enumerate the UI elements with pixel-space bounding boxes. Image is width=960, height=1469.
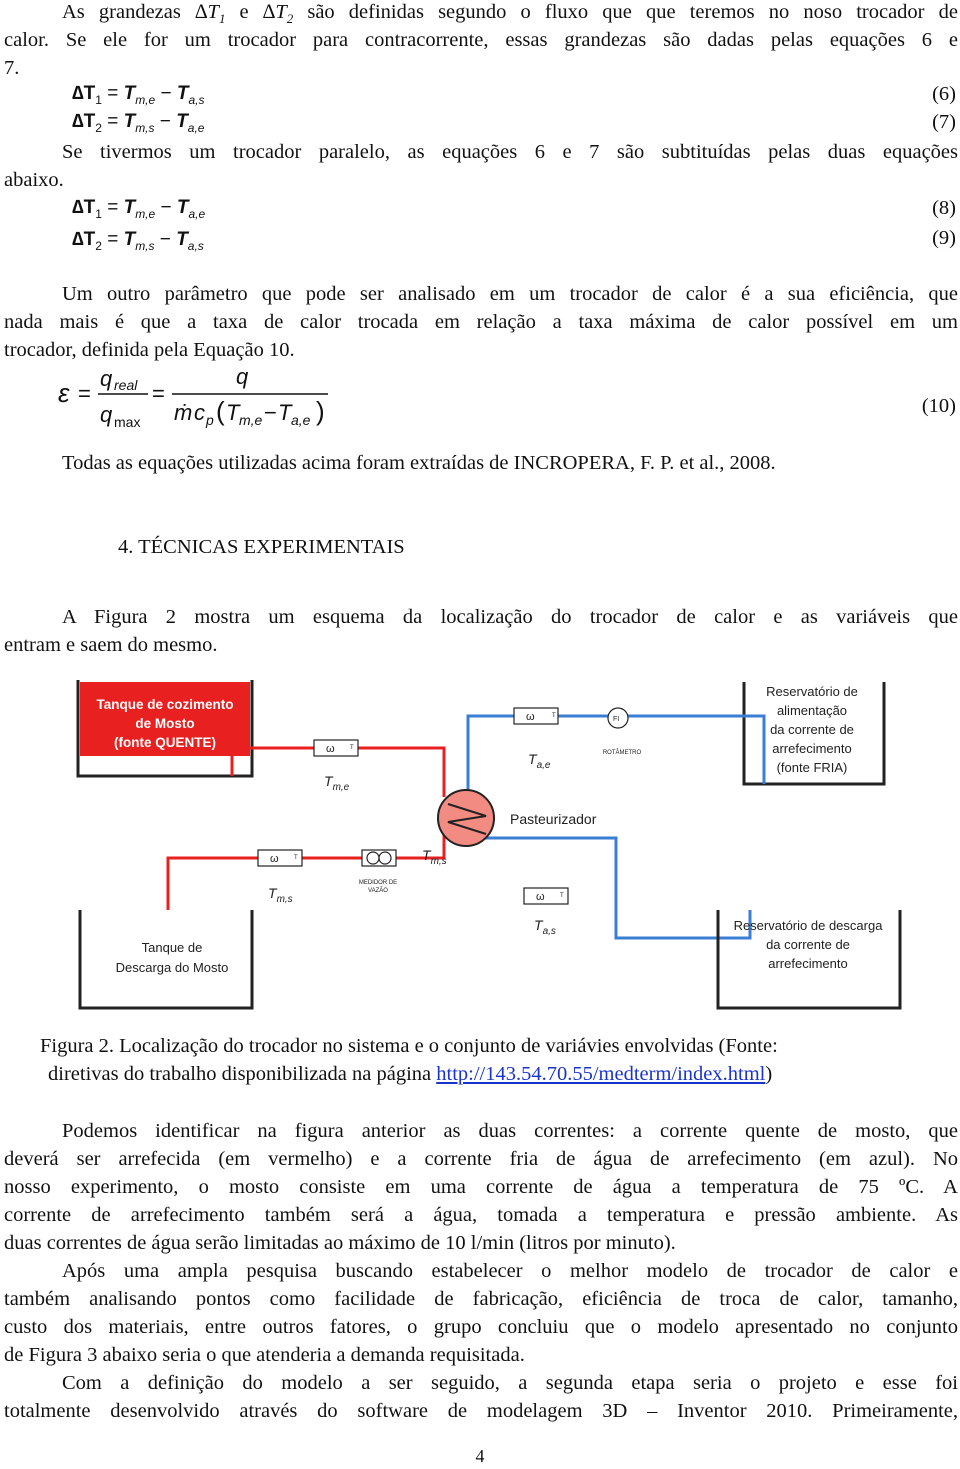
- flow-meter-label-line-1: MEDIDOR DE: [358, 880, 398, 886]
- sensor-t-ms: [258, 850, 302, 905]
- intro-line-3: 7.: [4, 57, 20, 79]
- caption-text: diretivas do trabalho disponibilizada na página: [48, 1063, 437, 1085]
- flow-meter-label-line-2: VAZÃO: [368, 888, 388, 894]
- figure-intro-line-1: A Figura 2 mostra um esquema da localização do trocador de calor e as variáveis que: [62, 606, 958, 628]
- svg-text:=: =: [78, 381, 91, 406]
- svg-text:a,e: a,e: [291, 412, 311, 428]
- cold-reservoir-label-line-3: da corrente de: [770, 722, 854, 737]
- p1-line-1: Podemos identificar na figura anterior as duas correntes: a corrente quente de mosto, que: [62, 1120, 958, 1142]
- svg-text:=: =: [152, 381, 165, 406]
- svg-text:): ): [316, 396, 325, 426]
- efficiency-line-3: trocador, definida pela Equação 10.: [4, 339, 295, 361]
- p1-line-5: duas correntes de água serão limitadas ao máximo de 10 l/min (litros por minuto).: [4, 1232, 676, 1254]
- svg-text:real: real: [114, 377, 138, 393]
- figure-intro-line-2: entram e saem do mesmo.: [4, 634, 218, 656]
- cold-reservoir-label-line-1: Reservatório de: [766, 684, 858, 699]
- sensor-t-as: [524, 888, 568, 937]
- svg-text:Tm,s: $T_{m,s}$: [268, 885, 293, 905]
- svg-text:T: T: [552, 713, 556, 719]
- mosto-discharge-tank: [80, 910, 252, 1008]
- svg-text:FI: FI: [613, 716, 620, 723]
- efficiency-line-1: Um outro parâmetro que pode ser analisado em um trocador de calor é a sua eficiência, que: [62, 283, 958, 305]
- rotameter-label: ROTÂMETRO: [602, 750, 642, 756]
- p2-line-3: custo dos materiais, entre outros fatores, o grupo concluiu que o modelo apresentado no conjunto: [4, 1316, 958, 1338]
- equation-8: $\Delta T_1 = T_{m,e} - T_{a,e}$: [72, 197, 206, 221]
- hot-tank: [78, 680, 252, 776]
- flow-meter: [359, 850, 397, 894]
- intro-text-mid: e: [225, 1, 263, 23]
- section-heading: 4. TÉCNICAS EXPERIMENTAIS: [118, 536, 405, 558]
- svg-text:T: T: [278, 400, 292, 425]
- sensor-t-ae: [514, 708, 558, 771]
- equation-7: $\Delta T_2 = T_{m,s} - T_{a,e}$: [72, 111, 205, 135]
- equation-7-number: (7): [932, 111, 956, 133]
- figure-caption-line-2: [48, 1060, 928, 1088]
- heat-exchanger-diagram: [0, 672, 960, 1022]
- intro-text-a: As grandezas: [62, 1, 195, 23]
- svg-text:max: max: [114, 414, 141, 430]
- cold-reservoir-label-line-5: (fonte FRIA): [776, 760, 848, 775]
- mosto-discharge-label-line-1: Tanque de: [141, 940, 203, 955]
- efficiency-line-2: nada mais é que a taxa de calor trocada em relação a taxa máxima de calor possível em um: [4, 311, 958, 333]
- equation-9: $\Delta T_2 = T_{m,s} - T_{a,s}$: [72, 229, 204, 253]
- intro-line-2: calor. Se ele for um trocador para contracorrente, essas grandezas são dadas pelas equações 6 e: [4, 29, 958, 51]
- svg-text:Tm,e: $T_{m,e}$: [324, 773, 350, 793]
- p3-line-2: totalmente desenvolvido através do software de modelagem 3D – Inventor 2010. Primeiramente,: [4, 1400, 958, 1422]
- hot-stream-lines: [168, 748, 474, 910]
- source-note: Todas as equações utilizadas acima foram extraídas de INCROPERA, F. P. et al., 2008.: [62, 452, 776, 474]
- svg-text:Ta,s: $T_{a,s}$: [534, 917, 556, 937]
- equation-9-number: (9): [932, 227, 956, 249]
- cooling-discharge-label-line-1: Reservatório de descarga: [733, 918, 883, 933]
- svg-text:T: T: [226, 400, 240, 425]
- figure-caption-line-1: Figura 2. Localização do trocador no sistema e o conjunto de variávies envolvidas (Fonte:: [40, 1035, 778, 1057]
- svg-text:ω: ω: [270, 853, 279, 865]
- svg-text:c: c: [194, 400, 205, 425]
- caption-end: ): [765, 1063, 773, 1085]
- delta-t2-symbol: $\Delta T_2$: [262, 1, 294, 27]
- svg-text:Tm,s: $T_{m,s}$: [422, 847, 447, 867]
- svg-text:T: T: [294, 855, 298, 861]
- svg-text:m,e: m,e: [239, 412, 263, 428]
- hot-tank-label-line-2: de Mosto: [135, 716, 195, 731]
- cold-reservoir-label-line-4: arrefecimento: [772, 741, 852, 756]
- cooling-discharge-label-line-3: arrefecimento: [768, 956, 848, 971]
- hot-tank-label-line-1: Tanque de cozimento: [96, 697, 234, 712]
- svg-text:−: −: [264, 400, 277, 425]
- svg-text:T: T: [560, 893, 564, 899]
- p1-line-2: deverá ser arrefecida (em vermelho) e a corrente fria de água de arrefecimento (em azul). No: [4, 1148, 958, 1170]
- parallel-line-2: abaixo.: [4, 169, 64, 191]
- p3-line-1: Com a definição do modelo a ser seguido, a segunda etapa seria o projeto e esse foi: [62, 1372, 958, 1394]
- equation-8-number: (8): [932, 197, 956, 219]
- mosto-discharge-label-line-2: Descarga do Mosto: [115, 960, 229, 975]
- svg-text:T: T: [350, 745, 354, 751]
- hot-tank-label-line-3: (fonte QUENTE): [114, 735, 216, 750]
- svg-text:p: p: [206, 412, 214, 428]
- sensor-t-me: [314, 740, 358, 793]
- p2-line-2: também analisando pontos como facilidade de fabricação, eficiência de troca de calor, tamanho,: [4, 1288, 958, 1310]
- svg-text:(: (: [216, 396, 225, 426]
- equation-10: [56, 364, 346, 434]
- cooling-discharge-reservoir: [718, 910, 900, 1008]
- cooling-discharge-label-line-2: da corrente de: [766, 937, 850, 952]
- caption-link[interactable]: http://143.54.70.55/medterm/index.html: [436, 1063, 766, 1085]
- equation-6: $\Delta T_1 = T_{m,e} - T_{a,s}$: [72, 83, 205, 107]
- svg-text:q: q: [100, 402, 113, 427]
- p1-line-4: corrente de arrefecimento também será a água, tomada a temperatura e pressão ambiente. As: [4, 1204, 958, 1226]
- delta-t1-symbol: $\Delta T_1$: [194, 1, 226, 27]
- svg-text:ω: ω: [536, 891, 545, 903]
- svg-text:ω: ω: [526, 711, 535, 723]
- svg-text:ṁ: ṁ: [174, 400, 193, 425]
- parallel-line-1: Se tivermos um trocador paralelo, as equações 6 e 7 são subtituídas pelas duas equações: [62, 141, 958, 163]
- svg-text:ε: ε: [58, 378, 70, 408]
- svg-text:ω: ω: [326, 743, 335, 755]
- cold-reservoir-label-line-2: alimentação: [776, 703, 848, 718]
- equation-10-number: (10): [921, 395, 956, 417]
- intro-text-b: são definidas segundo o fluxo que que teremos no noso trocador de: [293, 1, 958, 23]
- pasteurizer-label: Pasteurizador: [510, 811, 597, 827]
- page-number: 4: [475, 1446, 485, 1466]
- p2-line-1: Após uma ampla pesquisa buscando estabelecer o melhor modelo de trocador de calor e: [62, 1260, 958, 1282]
- p2-line-4: de Figura 3 abaixo seria o que atenderia a demanda requisitada.: [4, 1344, 525, 1366]
- svg-text:q: q: [100, 366, 113, 391]
- svg-text:q: q: [236, 364, 249, 389]
- svg-text:Ta,e: $T_{a,e}$: [528, 751, 551, 771]
- p1-line-3: nosso experimento, o mosto consiste em uma corrente de água a temperatura de 75 ºC. A: [4, 1176, 958, 1198]
- equation-6-number: (6): [932, 83, 956, 105]
